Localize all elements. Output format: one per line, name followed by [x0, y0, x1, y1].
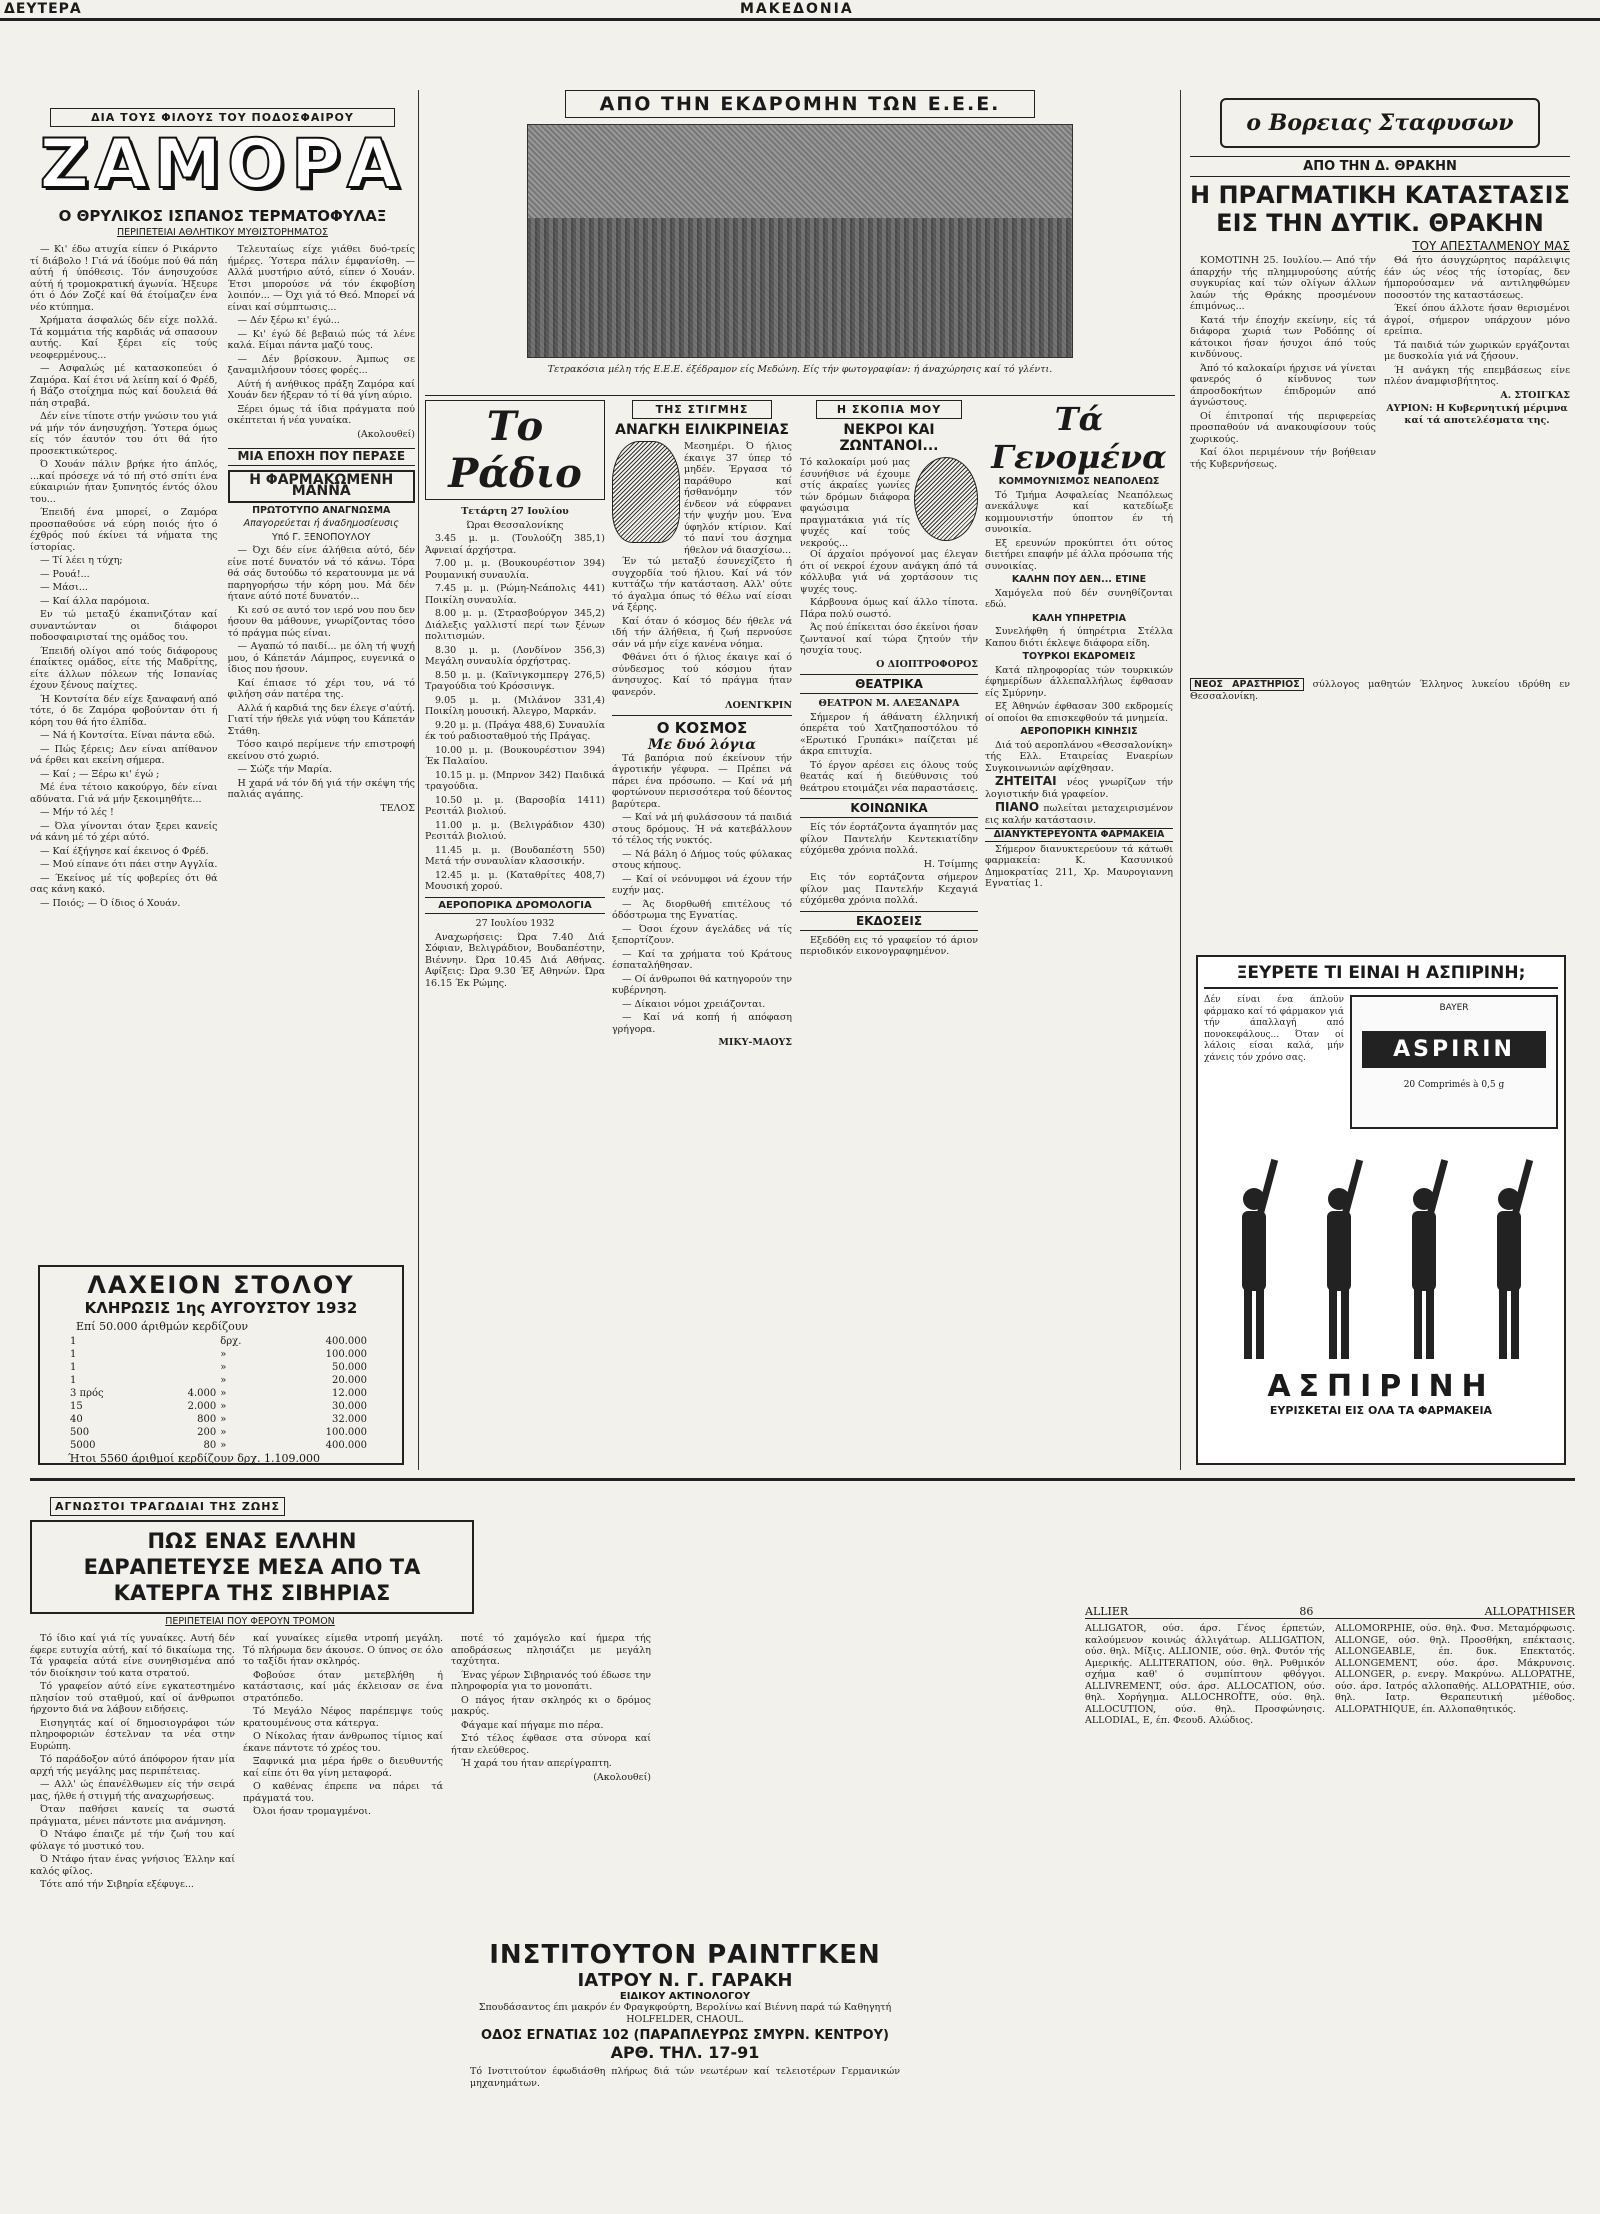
lottery-cell: 4.000	[187, 1388, 217, 1399]
aspirin-ad	[1196, 955, 1566, 1465]
lottery-cell: 1	[70, 1375, 77, 1386]
siberia-body-col3: ποτέ τό χαμόγελο καί ήμερα τής αποδράσεως πλησιάζει με μεγάλη ταχύτητα. Ένας γέρων Σιβηριανός τού έδωσε την πληροφορία για το μονοπάτι. Ο πάγος ήταν σκληρός κι ο δρόμος μακρύς. Φάγαμε καί πήγαμε πιο πέρα. Στό τέλος έφθασε στα σύνορα καί ήταν ελεύθερος. Ή χαρά του ήταν απερίγραπτη. (Ακολουθεί)	[451, 1633, 651, 1783]
pharmakomeni-article: ΜΙΑ ΕΠΟΧΗ ΠΟΥ ΠΕΡΑΣΕ Η ΦΑΡΜΑΚΩΜΕΝΗ ΜΑΝΝΑ ΠΡΩΤΟΤΥΠΟ ΑΝΑΓΝΩΣΜΑ Απαγορεύεται ή άναδημοσίευσις Υπό Γ. ΞΕΝΟΠΟΥΛΟΥ — Όχι δέν είνε άλήθεια αύτό, δέν είνε ποτέ δυνατόν νά τό κάνω. Τόρα θά σάς δυτούδω τό κερατουνμα με νά παρηγορήσω τήν κόρη μου. Μά δέν ήτανε αύτό ποτέ δυνατόν... Κι εσύ σε αυτό τον ιερό νου που δεν ήσουν θα μάθουνε, γνωρίζοντας τόσο τό πράγμα πώς είναι. — Αγαπώ τό παιδί... με όλη τή ψυχή μου, ό Κάπετάν Λάμπρος, ευγενικά ο ίδιος που ήσουν. Καί έπιασε τό χέρι του, νά τό φιλήση σάν πατέρα της. Αλλά ή καρδιά της δεν έλεγε σ'αύτή. Γιατί τήν ήθελε γιά νύφη του Κάπετάν Στάθη. Τόσο καιρό περίμενε τήν επιστροφή εκείνου στό χωριό. — Σώζε τήν Μαρία. Η χαρά νά τόν δή γιά τήν σκέψη τής παλιάς αγάπης. ΤΕΛΟΣ	[227, 449, 415, 814]
stigmis-title: ΑΝΑΓΚΗ ΕΙΛΙΚΡΙΝΕΙΑΣ	[615, 422, 789, 438]
siberia-title: ΠΩΣ ΕΝΑΣ ΕΛΛΗΝ ΕΔΡΑΠΕΤΕΥΣΕ ΜΕΣΑ ΑΠΟ ΤΑ ΚΑΤΕΡΓΑ ΤΗΣ ΣΙΒΗΡΙΑΣ	[30, 1520, 474, 1614]
excursion-caption: Τετρακόσια μέλη τής Ε.Ε.Ε. έξέδραμον είς Μεδώνη. Είς τήν φωτογραφίαν: ή άναχώρησις καί τό γλέντι.	[547, 364, 1053, 375]
skopia-body: Τό καλοκαίρι μού μας έσυνήθισε νά έχουμε στίς άκραίες γωνίες τών δρόμων διάφορα φαγώσιμα πραγματάκια γιά τίς ψυχές καί τούς νεκρούς...	[800, 457, 910, 549]
lottery-row	[68, 1387, 369, 1400]
lottery-row	[68, 1413, 369, 1426]
lottery-row	[68, 1348, 369, 1361]
radio-item: 10.15 μ. μ. (Μπρνον 342) Παιδικά τραγούδια.	[425, 769, 605, 792]
siberia-kicker: ΑΓΝΩΣΤΟΙ ΤΡΑΓΩΔΙΑΙ ΤΗΣ ΖΩΗΣ	[50, 1497, 285, 1516]
dictionary-entries-right: ALLOMORPHIE, ούσ. θηλ. Φυσ. Μεταμόρφωσις. ALLONGE, ούσ. θηλ. Προσθήκη, επέκτασις. ALLONGEABLE, έπ. δυκ. Επεκτατός. ALLONGEMENT, ούσ. άρσ. Μάκρυνσις. ALLONGER, ρ. ενεργ. Μακρύνω. ALLOPATHE, ούσ. άρσ. Ιατρός αλλοπαθής. ALLOPATHIE, ούσ. θηλ. Ιατρ. Θεραπευτική μέθοδος. ALLOPATHIQUE, έπ. Αλλοπαθητικός.	[1335, 1623, 1575, 1715]
pharmakomeni-title: Η ΦΑΡΜΑΚΩΜΕΝΗ ΜΑΝΝΑ	[228, 470, 416, 503]
dictionary-page-number: 86	[1299, 1605, 1314, 1618]
lottery-cell: 800	[197, 1414, 217, 1425]
lottery-cell	[148, 1374, 218, 1387]
zamora-body-col2: Τελευταίως είχε γιάθει δυό-τρείς ήμέρες. Ύστερα πάλιν έμφανίσθη. — Αλλά μυστήριο αύτό, είπεν ό Χουάν. Έτσι μπορούσε νά τόν έκφοβίση λοιπόν... — Όχι γιά τό Θεό. Μπορεί νά είναι καί σύμπτωσις... — Δέν ξέρω κι' έγώ... — Κι' έγώ δέ βεβαιώ πώς τά λένε καλά. Είμαι πάντα μαζύ τους. — Δέν βρίσκουν. Άμπως σε ξαναμιλήσουν τόσες φορές... Αύτή ή ανήθικος πράξη Ζαμόρα καί Χουάν δεν ήξεραν τό τί θά γίνη αύριο. Ξέρει όμως τά ίδια πράγματα πού σκέπτεται ή νέα γυναίκα. (Ακολουθεί) ΜΙΑ ΕΠΟΧΗ ΠΟΥ ΠΕΡΑΣΕ Η ΦΑΡΜΑΚΩΜΕΝΗ ΜΑΝΝΑ ΠΡΩΤΟΤΥΠΟ ΑΝΑΓΝΩΣΜΑ Απαγορεύεται ή άναδημοσίευσις Υπό Γ. ΞΕΝΟΠΟΥΛΟΥ — Όχι δέν είνε άλήθεια αύτό, δέν είνε ποτέ δυνατόν νά τό κάνω. Τόρα θά σάς δυτούδω τό κερατουνμα με νά παρηγορήσω τήν κόρη μου. Μά δέν ήτανε αύτό ποτέ δυνατόν... Κι εσύ σε αυτό τον ιερό νου που δεν ήσουν θα μάθουνε, γνωρίζοντας τόσο τό πράγμα πώς είναι. — Αγαπώ τό παιδί... με όλη τή ψυχή μου, ό Κάπετάν Λάμπρος, ευγενικά ο ίδιος που ήσουν. Καί έπιασε τό χέρι του, νά τό φιλήση σάν πατέρα της. Αλλά ή καρδιά της δεν έλεγε σ'αύτή. Γιατί τήν ήθελε γιά νύφη του Κάπετάν Στάθη. Τόσο καιρό περίμενε τήν επιστροφή εκείνου στό χωριό. — Σώζε τήν Μαρία. Η χαρά νά τόν δή γιά τήν σκέψη τής παλιάς αγάπης. ΤΕΛΟΣ	[227, 244, 415, 814]
zamora-title: ΖΑΜΟΡΑ	[39, 125, 406, 204]
social-heading: ΚΟΙΝΩΝΙΚΑ	[800, 798, 978, 818]
masthead-paper: ΜΑΚΕΔΟΝΙΑ	[740, 1, 854, 17]
lottery-cell: »	[220, 1349, 227, 1360]
lottery-cell: 400.000	[325, 1336, 367, 1347]
aspirin-text: Δέν είναι ένα άπλοϋν φάρμακο καί τό φάρμακον γιά τήν άπαλλαγή από πονοκεφάλους... Όταν οί λάλοις είσαι καλά, μήν χάνεις τόν χρόνο σας.	[1204, 995, 1344, 1063]
genomena-article: Τά Γενομένα ΚΟΜΜΟΥΝΙΣΜΟΣ ΝΕΑΠΟΛΕΩΣ Τό Τμήμα Ασφαλείας Νεαπόλεως ανεκάλυψε καί κατεδίωξε κομμουνιστήν ύποπτον έν τή συνοικία. Εξ ερευνών προκύπτει ότι ούτος διετήρει επαφήν μέ άλλα πρόσωπα τής συνοικίας. ΚΑΛΗΝ ΠΟΥ ΔΕΝ... ΕΤΙΝΕ Χαμόγελα πού δέν συνηθίζονται εδώ. ΚΑΛΗ ΥΠΗΡΕΤΡΙΑ Συνελήφθη ή ύπηρέτρια Στέλλα Καπου διότι έκλεψε διάφορα είδη. ΤΟΥΡΚΟΙ ΕΚΔΡΟΜΕΙΣ Κατά πληροφορίας τών τουρκικών έφημερίδων άλλεπαλλήλως έφθασαν είς Σμύρνην. Εξ Άθηνών έφθασαν 300 εκδρομείς οί οποίοι θα επισκεφθούν τά μνημεία. ΑΕΡΟΠΟΡΙΚΗ ΚΙΝΗΣΙΣ Διά τού αεροπλάνου «Θεσσαλονίκη» τής Ελλ. Εταιρείας Εναερίων Συγκοινωνιών αφίχθησαν. ΖΗΤΕΙΤΑΙ νέος γνωρίζων τήν λογιστικήν διά γραφείον. ΠΙΑΝΟ πωλείται μεταχειρισμένον εις καλήν κατάστασιν. ΔΙΑΝΥΚΤΕΡΕΥΟΝΤΑ ΦΑΡΜΑΚΕΙΑ Σήμερον διανυκτερεύουν τά κάτωθι φαρμακεία: Κ. Κασυνικού Δημοκρατίας 211, Χρ. Μαυρογιαννη Εγνατίας 1.	[985, 400, 1173, 889]
masthead-day: ΔΕΥΤΕΡΑ	[4, 1, 82, 17]
lottery-cell: »	[220, 1427, 227, 1438]
lottery-cell: 12.000	[332, 1388, 367, 1399]
lottery-row	[68, 1426, 369, 1439]
lottery-cell: 20.000	[332, 1375, 367, 1386]
social-body: Είς τόν έορτάζοντα άγαπητόν μας φίλον Παντελήν Κεντεκιατίδην εύχόμεθα χρόνια πολλά.	[800, 822, 978, 856]
aspirin-pack-note: 20 Comprimés à 0,5 g	[1403, 1080, 1505, 1090]
lottery-row	[68, 1335, 369, 1348]
radio-list	[425, 533, 605, 893]
ekdoseis-heading: ΕΚΔΟΣΕΙΣ	[800, 911, 978, 931]
radio-item: 3.45 μ. μ. (Τουλούζη 385,1) Άφνειαί άρχήστρα.	[425, 533, 605, 556]
zamora-tagline: ΠΕΡΙΠΕΤΕΙΑΙ ΑΘΛΗΤΙΚΟΥ ΜΥΘΙΣΤΟΡΗΜΑΤΟΣ	[117, 227, 328, 238]
lottery-row	[68, 1374, 369, 1387]
thraki-body: ΚΟΜΟΤΙΝΗ 25. Ιουλίου.— Από τήν άπαρχήν τής πλημμυρούσης αύτής συγκυρίας καί τών ολίγων άλλων λαών τής Θράκης προσμένουν έπιμόνως...	[1190, 255, 1376, 312]
lottery-box	[38, 1265, 404, 1465]
zamora-body-a: — Κι' έδω ατυχία είπεν ό Ρικάρντο τί διάβολο ! Γιά νά ίδούμε πού θά πάη αύτή ή ύπόθεσις. Τόν άνησυχούσε αύτή ή τρομοκρατική άγωνία. Ήξευρε ότι ό Δόν Ζοζέ καί θά έτοίμαζεν ένα νέο κτύπημα.	[30, 244, 218, 313]
lottery-cell: 30.000	[332, 1401, 367, 1412]
masthead	[0, 0, 1600, 21]
siberia-body-col2: καί γυναίκες είμεθα ντροπή μεγάλη. Τό πλήρωμα δεν άκουσε. Ο ύπνος σε όλο το ταξίδι ήταν σκληρός. Φοβούσε όταν μετεβλήθη ή κατάστασις, καί μάς έκλεισαν σε ένα στρατόπεδο. Τό Μεγάλο Νέφος παρέπεμψε τούς κρατουμένους στα κάτεργα. Ο Νίκολας ήταν άνθρωπος τίμιος καί έκανε πάντοτε τό χρέος του. Ξαφνικά μια μέρα ήρθε ο διευθυντής καί είπε ότι θα γίνη μεταφορά. Ο καθένας έπρεπε να πάρει τά πράγματά του. Όλοι ήσαν τρομαγμένοι.	[243, 1633, 443, 1817]
lottery-cell: 100.000	[325, 1349, 367, 1360]
lottery-cell: 1	[70, 1349, 77, 1360]
genomena-b3: Συνελήφθη ή ύπηρέτρια Στέλλα Καπου διότι έκλεψε διάφορα είδη.	[985, 626, 1173, 649]
radio-item: 7.45 μ. μ. (Ρώμη-Νεάπολις 441) Ποικίλη συναυλία.	[425, 583, 605, 606]
raintgen-address: ΟΔΟΣ ΕΓΝΑΤΙΑΣ 102 (ΠΑΡΑΠΛΕΥΡΩΣ ΣΜΥΡΝ. ΚΕΝΤΡΟΥ)	[481, 2028, 889, 2043]
aspirin-footer-title: ΑΣΠΙΡΙΝΗ	[1267, 1369, 1495, 1404]
genomena-h5: ΑΕΡΟΠΟΡΙΚΗ ΚΙΝΗΣΙΣ	[1020, 726, 1138, 737]
pharm-heading: ΔΙΑΝΥΚΤΕΡΕΥΟΝΤΑ ΦΑΡΜΑΚΕΙΑ	[985, 828, 1173, 842]
stigmis-article: ΤΗΣ ΣΤΙΓΜΗΣ ΑΝΑΓΚΗ ΕΙΛΙΚΡΙΝΕΙΑΣ Μεσημέρι. Ό ήλιος έκαιγε 37 ύπερ τό μηδέν. Έργασα τό παράθυρο καί ήσθανόμην τόν ένδεον νά εύφρανει τήν ψυχήν μου. Ένα ύφηλόν κτίριον. Καί τό πανί του άσχημα ήθελον νά διασχίσω... Έν τώ μεταξύ έσυνεχίζετο ή συγχορδία τού ήλιου. Καί νά τόν κυττάζω τήν κατάσταση. Αλλ' ούτε τό άγαλμα όπως τό θέλω ναί είσαι νά ξέρης. Καί όταν ό κόσμος δέν ήθελε νά ιδή τήν άλήθεια, ή ζωή περνούσε σάν νά μήν είχε κανένα νόημα. Φθάνει ότι ό ήλιος έκαιγε καί ό σύνδεσμος τού κόσμου ήταν άνησυχος. Καί τό πράγμα ήταν φανερόν. ΛΟΕΝΓΚΡΙΝ Ο ΚΟΣΜΟΣ Με δυό λόγια Τά βαπόρια πού έκείνουν τήν άγροτικήν γέφυρα. — Πρέπει νά πάρει ένα πρόσωπο. — Καί νά μή φορτώνουν περισσότερα τού δέοντος βαρύτερα. — Καί νά μή φυλάσσουν τά παιδιά στους δρόμους. Ή νά κατεβάλλουν τό τέλος τής νυκτός. — Νά βάλη ό Δήμος τούς φύλακας στους κήπους. — Καί οί νεόνυμφοι νά έχουν τήν ευχήν μας. — Άς διορθωθή επιτέλους τό όδόστρωμα της Εγνατίας. — Όσοι έχουν άγελάδες νά τίς ξεπορτίζουν. — Καί τα χρήματα τού Κράτους έσπαταλήθησαν. — Οί άνθρωποι θά κατηγορούν την κυβέρνηση. — Δίκαιοι νόμοι χρειάζονται. — Καί νά κοπή ή απόφαση γρήγορα. ΜΙΚΥ-ΜΑΟΥΣ	[612, 400, 792, 1475]
thraki-body-col2: Θά ήτο άσυγχώρητος παράλειψις έάν ώς νέος τής ίστορίας, δεν ήμπορούσαμεν νά αντιληφθώμεν ποσοστόν της καταστάσεως. Έκεί όπου άλλοτε ήσαν θερισμένοι άγροί, σήμερον υπάρχουν μόνο ερείπια. Τά παιδιά τών χωρικών εργάζονται με δυσκολία γιά νά ζήσουν. Ή ανάγκη τής επεμβάσεως είνε πλέον άναμφισβήτητος. Α. ΣΤΟΙΓΚΑΣ ΑΥΡΙΟΝ: Η Κυβερνητική μέριμνα καί τά αποτελέσματα της.	[1384, 255, 1570, 426]
pharmakomeni-body: — Όχι δέν είνε άλήθεια αύτό, δέν είνε ποτέ δυνατόν νά τό κάνω. Τόρα θά σάς δυτούδω τό κερατουνμα με νά παρηγορήσω τήν κόρη μου. Μά δέν ήτανε αύτό ποτέ δυνατόν...	[227, 545, 415, 602]
skopia-author: Ο ΔΙΟΠΤΡΟΦΟΡΟΣ	[876, 658, 978, 670]
radio-item: 11.45 μ. μ. (Βουδαπέστη 550) Μετά τήν συναυλίαν κλασσικήν.	[425, 844, 605, 867]
genomena-h1: ΚΟΜΜΟΥΝΙΣΜΟΣ ΝΕΑΠΟΛΕΩΣ	[998, 476, 1160, 487]
thraki-author: Α. ΣΤΟΙΓΚΑΣ	[1500, 389, 1570, 401]
skopia-title: ΝΕΚΡΟΙ ΚΑΙ ΖΩΝΤΑΝΟΙ...	[839, 422, 939, 454]
pharmakomeni-author: Υπό Γ. ΞΕΝΟΠΟΥΛΟΥ	[272, 531, 371, 543]
lottery-cell: 400.000	[325, 1440, 367, 1451]
thraki-byline: ΤΟΥ ΑΠΕΣΤΑΛΜΕΝΟΥ ΜΑΣ	[1412, 239, 1570, 253]
thraki-logo: ο Βορειας Σταφυσων	[1220, 98, 1540, 148]
raintgen-body: Τό Ινστιτούτον έφωδιάσθη πλήρως διά τών νεωτέρων καί τελειοτέρων Γερμανικών μηχανημάτων.	[470, 2066, 900, 2089]
zamora-kicker: ΔΙΑ ΤΟΥΣ ΦΙΛΟΥΣ ΤΟΥ ΠΟΔΟΣΦΑΙΡΟΥ	[50, 108, 395, 127]
stigmis-kicker: ΤΗΣ ΣΤΙΓΜΗΣ	[632, 400, 772, 419]
zamora-body-col1: — Κι' έδω ατυχία είπεν ό Ρικάρντο τί διάβολο ! Γιά νά ίδούμε πού θά πάη αύτή ή ύπόθεσις. Τόν άνησυχούσε αύτή ή τρομοκρατική άγωνία. Ήξευρε ότι ό Δόν Ζοζέ καί θά έτοίμαζεν ένα νέο κτύπημα. Χρήματα άσφαλώς δέν είχε πολλά. Τά κομμάτια τής καρδιάς νά σπασουν αυτής. Καί ξέρει είς τούς νεοφερμένους... — Ασφαλώς μέ κατασκοπεύει ό Ζαμόρα. Καί έτσι νά λείπη καί ό Φρέδ, ή Βάζο στοίχημα πώς καί δουλειά θά πάη στραβά. Δέν είνε τίποτε στήν γνώσιν του γιά νά μήν τόν άνησυχήση. Ύστερα όμως είς τόν έαυτόν του ότι θά ήτο προσεκτικώτερος. Ό Χουάν πάλιν βρήκε ήτο άπλός, ...καί πρόσεχε νά τό πή στό σπίτι ένα εύκαιριών ήταν ξυπνητός έντός όλου του... Έπειδή ένα μπορεί, ο Ζαμόρα προσπαθούσε νά εύρη ποιός ήτο ό έχθρός πού έκίνει τά νήματα της ίστορίας. — Τί λέει η τύχη; — Ρουά!... — Μάσι... — Καί άλλα παρόμοια. Εν τώ μεταξύ έκαπνιζόταν καί συναντώνταν οι διάφοροι ποδοσφαιρισταί της ομάδος του. Έπειδή ολίγοι από τούς διάφορους έπαίκτες ομάδος, είτε τής Μαδρίτης, είτε άλλων πόλεων τής Ισπανίας έχουν ξένους παίχτες. Ή Κοντσίτα δέν είχε ξαναφανή από τότε, ό δε Ζαμόρα φοβούνταν ότι ή κόρη του θά ήτο έλπίδα. — Νά ή Κοντσίτα. Είναι πάντα εδώ. — Πώς ξέρεις; Δεν είναι απίθανον νά έρθει και εκείνη σήμερα. — Καί ; — Ξέρω κι' έγώ ; Μέ ένα τέτοιο κακούργο, δέν είναι αδύνατα. Γιά νά μήν ξεκοιμηθήτε... — Μήν τό λές ! — Όλα γίνονται όταν ξερει κανείς νά κάνη μέ τό χέρι αύτό. — Καί έξήγησε καί έκεινος ό Φρέδ. — Μού είπανε ότι πάει στην Αγγλία. — Έκείνος μέ τίς φοβερίες ότι θά σας κάνη κακό. — Ποιός; — Ό ίδιος ό Χουάν.	[30, 244, 218, 909]
pharmakomeni-tag: ΠΡΩΤΟΤΥΠΟ ΑΝΑΓΝΩΣΜΑ	[252, 504, 391, 516]
stigmis-caricature	[612, 441, 680, 543]
radio-item: 9.20 μ. μ. (Πράγα 488,6) Συναυλία έκ τού ραδιοσταθμού τής Πράγας.	[425, 719, 605, 742]
air-heading: ΑΕΡΟΠΟΡΙΚΑ ΔΡΟΜΟΛΟΓΙΑ	[425, 897, 605, 915]
lottery-table	[68, 1335, 369, 1452]
genomena-b5: Διά τού αεροπλάνου «Θεσσαλονίκη» τής Ελλ. Εταιρείας Εναερίων Συγκοινωνιών αφίχθησαν.	[985, 739, 1173, 774]
lottery-cell: 1	[70, 1362, 77, 1373]
social-author: Η. Τσίμπης	[923, 858, 978, 870]
theatre-heading: ΘΕΑΤΡΙΚΑ	[800, 674, 978, 694]
pharmakomeni-signoff: ΤΕΛΟΣ	[380, 802, 415, 814]
neos-heading: ΝΕΟΣ ΑΡΑΣΤΗΡΙΟΣ	[1190, 678, 1304, 691]
lottery-cell: »	[220, 1388, 227, 1399]
pharmakomeni-heading: ΜΙΑ ΕΠΟΧΗ ΠΟΥ ΠΕΡΑΣΕ	[228, 448, 416, 466]
genomena-logo: Τά Γενομένα	[991, 400, 1167, 476]
lottery-cell: »	[220, 1362, 227, 1373]
piano-body: πωλείται μεταχειρισμένον εις καλήν κατάστασιν.	[985, 803, 1173, 826]
skopia-article: Η ΣΚΟΠΙΑ ΜΟΥ ΝΕΚΡΟΙ ΚΑΙ ΖΩΝΤΑΝΟΙ... Τό καλοκαίρι μού μας έσυνήθισε νά έχουμε στίς άκραίες γωνίες τών δρόμων διάφορα φαγώσιμα πραγματάκια γιά τίς ψυχές καί τούς νεκρούς... Οί άρχαίοι πρόγονοί μας έλεγαν ότι οί νεκροί έχουν ανάγκη άπό τά κόλλυβα γιά νά χορτάσουν τις ψυχές τους. Κάρβουνα όμως καί άλλο τίποτα. Πάρα πολύ σωστό. Άς πού έπίκειται όσο έκείνοι ήσαν ζωντανοί καί τώρα ζητούν τήν ησυχία τους. Ο ΔΙΟΠΤΡΟΦΟΡΟΣ ΘΕΑΤΡΙΚΑ ΘΕΑΤΡΟΝ Μ. ΑΛΕΞΑΝΔΡΑ Σήμερον ή άθάνατη έλληνική όπερέτα τού Χατζηαποστόλου τό «Ερωτικό Γρυπάκι» παίζεται μέ άκρα επιτυχία. Τό έργον αρέσει εις όλους τούς θεατάς καί ή διεύθυνσις τού θεάτρου ετοιμάζει νέα παραστάσεις. ΚΟΙΝΩΝΙΚΑ Είς τόν έορτάζοντα άγαπητόν μας φίλον Παντελήν Κεντεκιατίδην εύχόμεθα χρόνια πολλά. Η. Τσίμπης Εις τόν εορτάζοντα σήμερον φίλον μας Παντελήν Κεχαγιά εύχόμεθα χρόνια πολλά. ΕΚΔΟΣΕΙΣ Εξεδόθη εις τό γραφείον τό άριον περιοδικόν εικονογραφημένον.	[800, 400, 978, 1475]
piano-label: ΠΙΑΝΟ	[995, 800, 1040, 814]
thraki-article	[1190, 90, 1570, 720]
lottery-cell: 1	[70, 1336, 77, 1347]
kosmos-title: Ο ΚΟΣΜΟΣ	[656, 718, 748, 737]
radio-intro: Ώραι Θεσσαλονίκης	[466, 519, 564, 531]
excursion-heading: ΑΠΟ ΤΗΝ ΕΚΔΡΟΜΗΝ ΤΩΝ Ε.Ε.Ε.	[565, 90, 1035, 118]
lottery-subtitle: ΚΛΗΡΩΣΙΣ 1ης ΑΥΓΟΥΣΤΟΥ 1932	[84, 1299, 358, 1317]
lottery-cell: »	[220, 1440, 227, 1451]
lottery-row	[68, 1361, 369, 1374]
radio-item: 8.30 μ. μ. (Λονδίνον 356,3) Μεγάλη συναυλία όρχήστρας.	[425, 644, 605, 667]
raintgen-phone: ΑΡΘ. ΤΗΛ. 17-91	[610, 2043, 760, 2062]
siberia-tagline: ΠΕΡΙΠΕΤΕΙΑΙ ΠΟΥ ΦΕΡΟΥΝ ΤΡΟΜΟΝ	[165, 1616, 335, 1627]
lottery-cell: 5000	[70, 1440, 96, 1451]
radio-item: 8.00 μ. μ. (Στρασβούργον 345,2) Διάλεξις γαλλιστί περί των ξένων πολιτισμών.	[425, 608, 605, 642]
genomena-h2: ΚΑΛΗΝ ΠΟΥ ΔΕΝ... ΕΤΙΝΕ	[1011, 574, 1147, 585]
kosmos-sub: Με δυό λόγια	[647, 736, 757, 753]
raintgen-study: Σπουδάσαντος έπι μακρόν έν Φραγκφούρτη, Βερολίνω καί Βιέννη παρά τώ Καθηγητή HOLFELDER, CHAOUL.	[478, 2002, 892, 2025]
dictionary-page	[1085, 1605, 1575, 2205]
ekdoseis-body: Εξεδόθη εις τό γραφείον τό άριον περιοδικόν εικονογραφημένον.	[800, 934, 978, 957]
aspirin-pack-label: ASPIRIN	[1362, 1031, 1546, 1068]
stigmis-body: Μεσημέρι. Ό ήλιος έκαιγε 37 ύπερ τό μηδέν. Έργασα τό παράθυρο καί ήσθανόμην τόν ένδεον νά εύφρανει τήν ψυχήν μου. Ένα ύφηλόν κτίριον. Καί τό πανί του άσχημα ήθελον νά διασχίσω...	[684, 441, 792, 556]
raintgen-ad	[470, 1940, 900, 2190]
stigmis-author: ΛΟΕΝΓΚΡΙΝ	[725, 700, 792, 711]
lottery-cell: 100.000	[325, 1427, 367, 1438]
genomena-h3: ΚΑΛΗ ΥΠΗΡΕΤΡΙΑ	[1032, 612, 1126, 624]
pharm-body: Σήμερον διανυκτερεύουν τά κάτωθι φαρμακεία: Κ. Κασυνικού Δημοκρατίας 211, Χρ. Μαυρογιαννη Εγνατίας 1.	[985, 843, 1173, 889]
genomena-b2: Χαμόγελα πού δέν συνηθίζονται εδώ.	[985, 587, 1173, 610]
radio-item: 8.50 μ. μ. (Καϊνιγκσμπεργ 276,5) Τραγούδια τού Κρόσσινγκ.	[425, 669, 605, 692]
lottery-cell: 32.000	[332, 1414, 367, 1425]
dictionary-right-head: ALLOPATHISER	[1484, 1605, 1575, 1618]
kosmos-author: ΜΙΚΥ-ΜΑΟΥΣ	[718, 1037, 792, 1048]
lottery-cell	[148, 1335, 218, 1348]
genomena-h4: ΤΟΥΡΚΟΙ ΕΚΔΡΟΜΕΙΣ	[1022, 651, 1136, 662]
radio-item: 10.50 μ. μ. (Βαρσοβία 1411) Ρεσιτάλ βιολιού.	[425, 794, 605, 817]
siberia-body-col1: Τό ίδιο καί γιά τίς γυναίκες. Αυτή δέν έφερε ευτυχία αύτή, καί τό δικαίωμα της. Τά γραφεία αύτά είνε συνηθισμένα από τόν διοίκησιν τού κατα στρατού. Τό γραφείον αύτό είνε εγκατεστημένο πλησίον τού σταθμού, καί οί άνθρωποι ήρχοντο διά να λάβουν ειδήσεις. Εισηγητάς καί οί δημοσιογράφοι τών πληροφοριών έστελναν τα νέα στην Ευρώπη. Τό παράδοξον αύτό άπόφορον ήταν μία αρχή τής μεγάλης μας περιπέτειας. — Αλλ' ώς έπανέλθωμεν είς τήν σειρά μας, ήλθε ή στιγμή τής αναχωρήσεως. Όταν παθήσει κανείς τα σωστά πράγματα, μένει πάντοτε μια ανάμνηση. Ό Ντάφο έπαιζε μέ τήν ζωή του καί φύλαγε τό μυστικό του. Ό Ντάφο ήταν ένας γνήσιος Έλλην καί καλός φίλος. Τότε από τήν Σιβηρία εξέφυγε...	[30, 1633, 235, 1890]
thraki-heading: ΑΠΟ ΤΗΝ Δ. ΘΡΑΚΗΝ	[1190, 156, 1570, 177]
lottery-cell	[148, 1361, 218, 1374]
dictionary-left-head: ALLIER	[1085, 1605, 1129, 1618]
skopia-kicker: Η ΣΚΟΠΙΑ ΜΟΥ	[816, 400, 962, 419]
genomena-b4: Κατά πληροφορίας τών τουρκικών έφημερίδων άλλεπαλλήλως έφθασαν είς Σμύρνην.	[985, 664, 1173, 699]
lottery-cell	[148, 1348, 218, 1361]
thraki-body-col1: ΚΟΜΟΤΙΝΗ 25. Ιουλίου.— Από τήν άπαρχήν τής πλημμυρούσης αύτής συγκυρίας καί τών ολίγων άλλων λαών τής Θράκης προσμένουν έπιμόνως... Κατά τήν έποχήν εκείνην, είς τά διάφορα χωριά των Ροδόπης οί κάτοικοι ήσαν ήσυχοι άπό τούς κινδύνους. Άπό τό καλοκαίρι ήρχισε νά γίνεται φανερός ό κίνδυνος των άπροσδοκήτων έπιδρομών από άγνώστους. Οί έπιτροπαί τής περιφερείας προσπαθούν νά ανακουφίσουν τούς χωρικούς. Καί όλοι περιμένουν τήν βοήθειαν τής Κυβερνήσεως.	[1190, 255, 1376, 470]
lottery-cell: »	[220, 1375, 227, 1386]
genomena-b1: Τό Τμήμα Ασφαλείας Νεαπόλεως ανεκάλυψε καί κατεδίωξε κομμουνιστήν ύποπτον έν τή συνοικία.	[985, 489, 1173, 535]
lottery-row	[68, 1439, 369, 1452]
neos-body: σύλλογος μαθητών Έλληνος λυκείου ιδρύθη εν Θεσσαλονίκη.	[1190, 679, 1570, 702]
theatre-title: ΘΕΑΤΡΟΝ Μ. ΑΛΕΞΑΝΔΡΑ	[818, 698, 960, 709]
excursion-photo	[527, 124, 1073, 358]
zitei-label: ΖΗΤΕΙΤΑΙ	[995, 774, 1057, 788]
lottery-row	[68, 1400, 369, 1413]
kosmos-body: Τά βαπόρια πού έκείνουν τήν άγροτικήν γέφυρα. — Πρέπει νά πάρει ένα πρόσωπο. — Καί νά μή φορτώνουν περισσότερα τού δέοντος βαρύτερα.	[612, 752, 792, 810]
radio-item: 11.00 μ. μ. (Βελιγράδιον 430) Ρεσιτάλ βιολιού.	[425, 819, 605, 842]
raintgen-title: ΙΝΣΤΙΤΟΥΤΟΝ ΡΑΙΝΤΓΚΕΝ	[489, 1940, 881, 1970]
lottery-cell: δρχ.	[220, 1336, 242, 1347]
siberia-signoff: (Ακολουθεί)	[593, 1771, 651, 1783]
lottery-cell: 50.000	[332, 1362, 367, 1373]
lottery-total: Ήτοι 5560 άριθμοί κερδίζουν δρχ. 1.109.000	[68, 1452, 321, 1465]
lottery-cell: 3 πρός	[70, 1388, 104, 1399]
air-date: 27 Ιουλίου 1932	[475, 918, 555, 929]
dictionary-entries-left: ALLIGATOR, ούσ. άρσ. Γένος έρπετών, καλούμενον κοινώς άλλιγάτωρ. ALLIGATION, ούσ. θηλ. Μίξις. ALLIONIE, ούσ. θηλ. Φυτόν τής Αμερικής. ALLITERATION, ούσ. θηλ. Ρυθμικόν σχήμα καθ' ό συμπίπτουν φθόγγοι. ALLIVREMENT, ούσ. άρσ. ALLOCATION, ούσ. θηλ. Χορήγημα. ALLOCHROÏTE, ούσ. θηλ. ALLOCUTION, ούσ. θηλ. Προσφώνησις. ALLODIAL, E, έπ. Φεουδ. Αλώδιος.	[1085, 1623, 1325, 1726]
lottery-cell: »	[220, 1414, 227, 1425]
raintgen-doctor: ΙΑΤΡΟΥ Ν. Γ. ΓΑΡΑΚΗ	[577, 1970, 793, 1991]
aspirin-brand: BAYER	[1439, 1003, 1469, 1013]
lottery-cell: »	[220, 1401, 227, 1412]
radio-article	[425, 400, 605, 1475]
pharmakomeni-note: Απαγορεύεται ή άναδημοσίευσις	[243, 518, 399, 529]
zamora-body-b: Τελευταίως είχε γιάθει δυό-τρείς ήμέρες. Ύστερα πάλιν έμφανίσθη. — Αλλά μυστήριο αύτό, είπεν ό Χουάν. Έτσι μπορούσε νά τόν έκφοβίση λοιπόν... — Όχι γιά τό Θεό. Μπορεί νά είναι καί σύμπτωσις...	[227, 244, 415, 313]
theatre-body: Σήμερον ή άθάνατη έλληνική όπερέτα τού Χατζηαποστόλου τό «Ερωτικό Γρυπάκι» παίζεται μέ άκρα επιτυχία.	[800, 711, 978, 757]
aspirin-footer-sub: ΕΥΡΙΣΚΕΤΑΙ ΕΙΣ ΟΛΑ ΤΑ ΦΑΡΜΑΚΕΙΑ	[1269, 1404, 1493, 1417]
zamora-signoff: (Ακολουθεί)	[357, 428, 415, 440]
radio-date: Τετάρτη 27 Ιουλίου	[461, 506, 569, 517]
lottery-cell: 2.000	[187, 1401, 217, 1412]
zamora-article	[30, 108, 415, 1223]
lottery-cell: 15	[70, 1401, 83, 1412]
aspirin-pack	[1350, 995, 1558, 1129]
radio-item: 7.00 μ. μ. (Βουκουρέστιον 394) Ρουμανική συναυλία.	[425, 558, 605, 581]
skopia-caricature	[914, 457, 978, 541]
air-body: Αναχωρήσεις: Ώρα 7.40 Διά Σόφιαν, Βελιγράδιον, Βουδαπέστην, Βιέννην. Ώρα 10.45 Διά Αθήνας. Αφίξεις: Ώρα 9.30 Έξ Αθηνών. Ώρα 16.15 Έκ Ρώμης.	[425, 931, 605, 989]
lottery-cell: 200	[197, 1427, 217, 1438]
aspirin-figures	[1204, 1139, 1558, 1369]
lottery-cell: 40	[70, 1414, 83, 1425]
radio-item: 12.45 μ. μ. (Καταθρίτες 408,7) Μουσική χορού.	[425, 869, 605, 892]
aspirin-title: ΞΕΥΡΕΤΕ ΤΙ ΕΙΝΑΙ Η ΑΣΠΙΡΙΝΗ;	[1204, 963, 1558, 989]
lottery-cell: 80	[203, 1440, 217, 1451]
aspirin-figures-svg	[1204, 1139, 1558, 1369]
zitei-body: νέος γνωρίζων τήν λογιστικήν διά γραφείον.	[985, 777, 1173, 800]
lottery-cell: 500	[70, 1427, 90, 1438]
lottery-title: ΛΑΧΕΙΟΝ ΣΤΟΛΟΥ	[87, 1271, 355, 1299]
radio-item: 10.00 μ. μ. (Βουκουρέστιον 394) Έκ Παλαίου.	[425, 744, 605, 767]
lottery-lead: Επί 50.000 άριθμών κερδίζουν	[76, 1320, 249, 1333]
raintgen-specialty: ΕΙΔΙΚΟΥ ΑΚΤΙΝΟΛΟΓΟΥ	[619, 1991, 751, 2002]
thraki-title: Η ΠΡΑΓΜΑΤΙΚΗ ΚΑΤΑΣΤΑΣΙΣ ΕΙΣ ΤΗΝ ΔΥΤΙΚ. ΘΡΑΚΗΝ	[1190, 181, 1570, 237]
siberia-body: Τό ίδιο καί γιά τίς γυναίκες. Αυτή δέν έφερε ευτυχία αύτή, καί τό δικαίωμα της. Τά γραφεία αύτά είνε συνηθισμένα από τόν διοίκησιν τού κατα στρατού.	[30, 1633, 235, 1679]
radio-logo: Το Ράδιο	[425, 400, 605, 500]
zamora-subtitle: Ο ΘΡΥΛΙΚΟΣ ΙΣΠΑΝΟΣ ΤΕΡΜΑΤΟΦΥΛΑΞ	[58, 207, 387, 225]
radio-item: 9.05 μ. μ. (Μιλάνον 331,4) Ποικίλη μουσική. Άλεγρο, Μαρκάν.	[425, 694, 605, 717]
